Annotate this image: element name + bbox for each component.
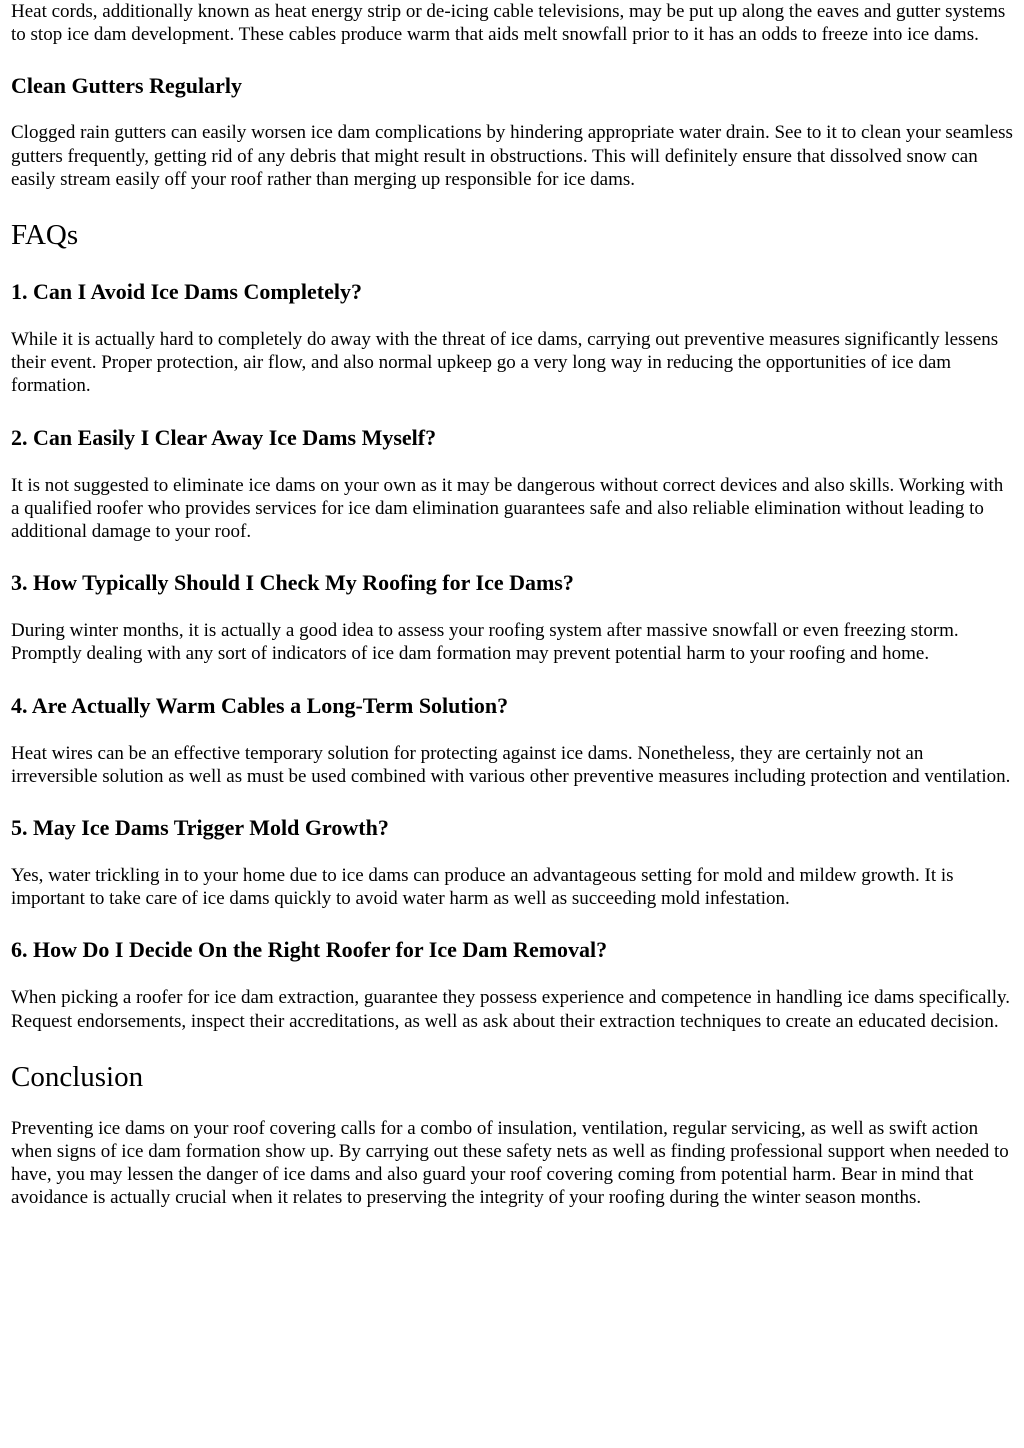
faq-answer-6: When picking a roofer for ice dam extraction, guarantee they possess experience and competence in handling ice dams specifically. Request endorsements, inspect their accreditations, as well as ask about their extraction techniques to create an educated decision. [11,987,1011,1032]
faq-question-5: 5. May Ice Dams Trigger Mold Growth? [11,815,389,841]
clean-gutters-heading: Clean Gutters Regularly [11,73,242,99]
faq-answer-1: While it is actually hard to completely do away with the threat of ice dams, carrying out preventive measures significantly lessens their event. Proper protection, air flow, and also normal upkeep go a very long way in reducing the opportunities of ice dam formation. [11,329,999,397]
faq-answer-5: Yes, water trickling in to your home due to ice dams can produce an advantageous setting for mold and mildew growth. It is important to take care of ice dams quickly to avoid water harm as well as succeeding mold infestation. [11,865,954,910]
faq-question-1: 1. Can I Avoid Ice Dams Completely? [11,279,362,305]
conclusion-paragraph: Preventing ice dams on your roof covering calls for a combo of insulation, ventilation, regular servicing, as well as swift action when signs of ice dam formation show up. By carrying out these safety nets as well as finding professional support when needed to have, you may lessen the danger of ice dams and also guard your roof covering coming from potential harm. Bear in mind that avoidance is actually crucial when it relates to preserving the integrity of your roofing during the winter season months. [11,1117,1009,1209]
faq-answer-3: During winter months, it is actually a good idea to assess your roofing system after massive snowfall or even freezing storm. Promptly dealing with any sort of indicators of ice dam formation may prevent potential harm to your roofing and home. [11,620,959,665]
faq-question-3: 3. How Typically Should I Check My Roofing for Ice Dams? [11,570,574,596]
conclusion-heading: Conclusion [11,1060,144,1093]
clean-gutters-paragraph: Clogged rain gutters can easily worsen ice dam complications by hindering appropriate water drain. See to it to clean your seamless gutters frequently, getting rid of any debris that might result in obstructions. This will definitely ensure that dissolved snow can easily stream easily off your roof rather than merging up responsible for ice dams. [11,122,1013,190]
faq-answer-4: Heat wires can be an effective temporary solution for protecting against ice dams. Nonetheless, they are certainly not an irreversible solution as well as must be used combined with various other preventive measures including protection and ventilation. [11,742,1011,787]
faq-answer-2: It is not suggested to eliminate ice dams on your own as it may be dangerous without correct devices and also skills. Working with a qualified roofer who provides services for ice dam elimination guarantees safe and also reliable elimination without leading to additional damage to your roof. [11,474,1004,543]
faq-question-4: 4. Are Actually Warm Cables a Long-Term Solution? [11,692,509,718]
faq-question-6: 6. How Do I Decide On the Right Roofer for Ice Dam Removal? [11,937,608,963]
intro-paragraph: Heat cords, additionally known as heat energy strip or de-icing cable televisions, may be put up along the eaves and gutter systems to stop ice dam development. These cables produce warm that aids melt snowfall prior to it has an odds to freeze into ice dams. [11,1,1006,46]
faq-question-2: 2. Can Easily I Clear Away Ice Dams Myself? [11,424,437,450]
faqs-heading: FAQs [11,219,79,252]
